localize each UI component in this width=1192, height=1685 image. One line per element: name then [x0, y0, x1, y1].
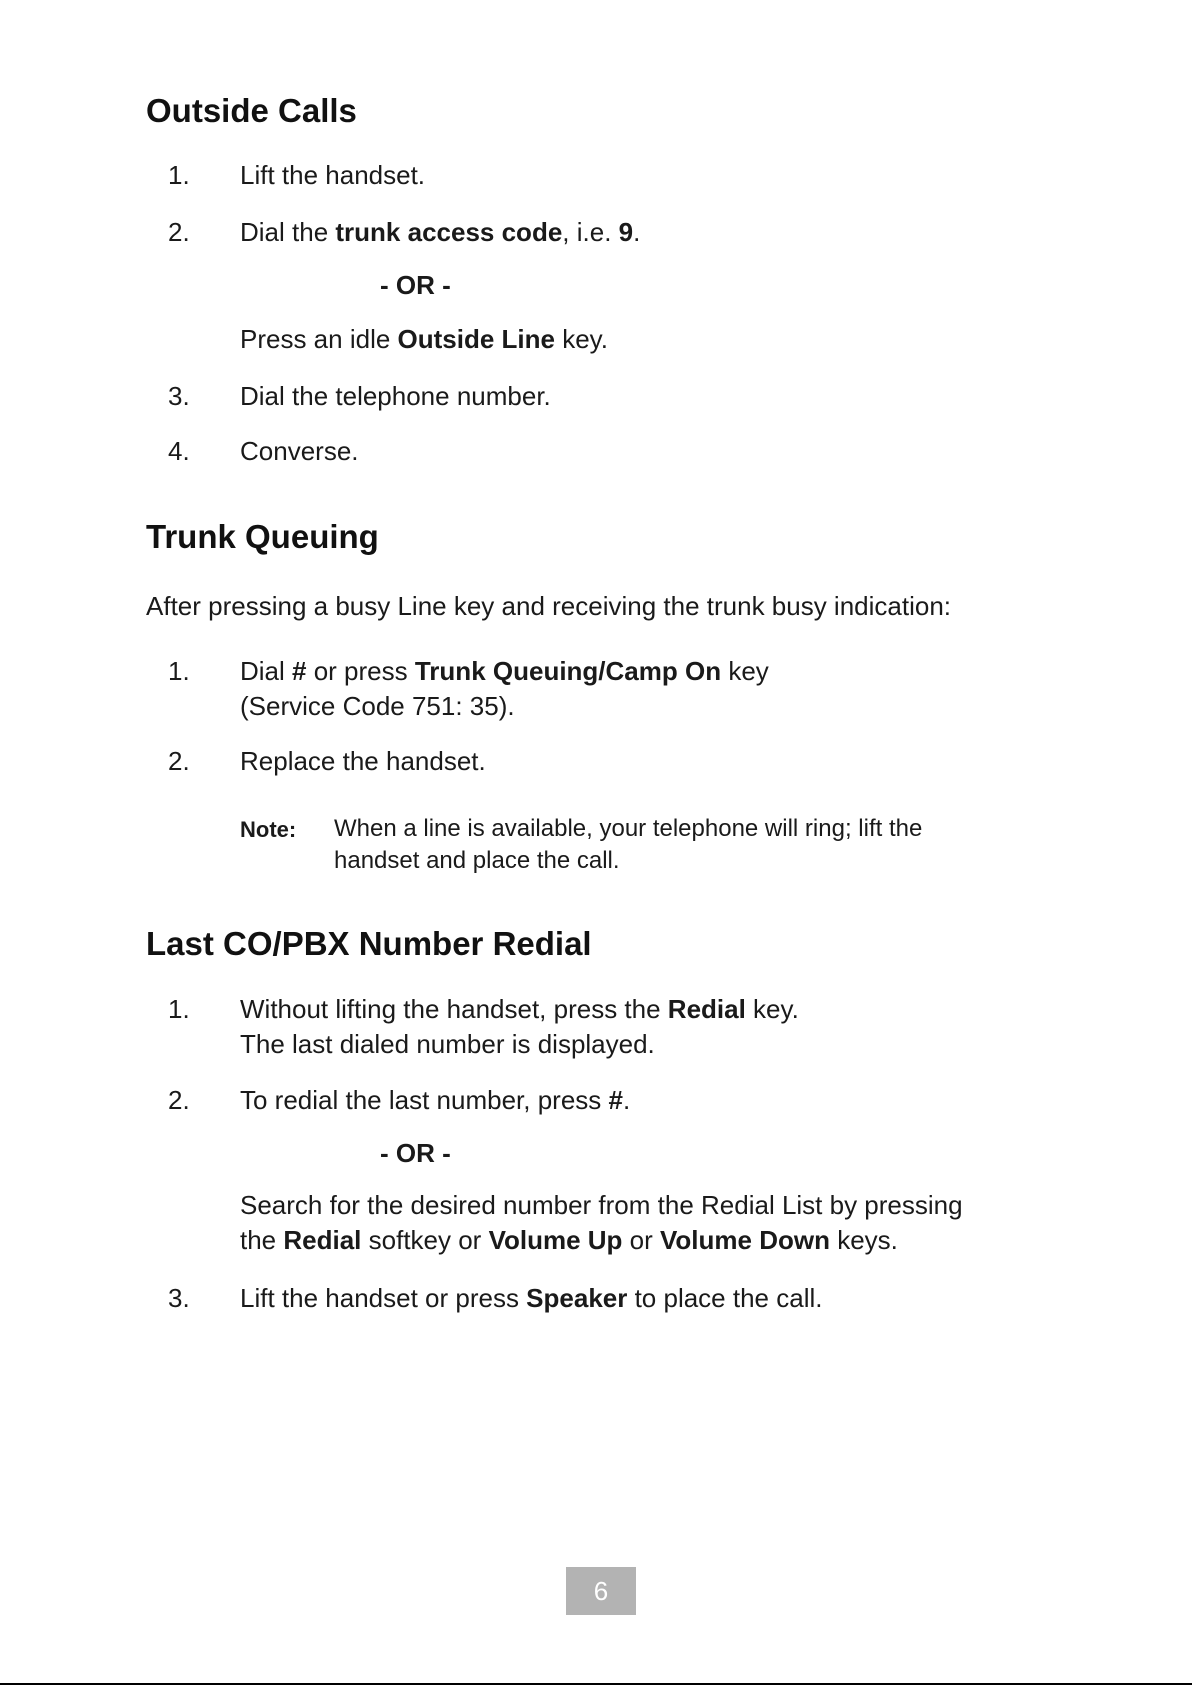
section-heading-outside-calls: Outside Calls	[146, 92, 357, 129]
step-text-continued: The last dialed number is displayed.	[240, 1029, 655, 1059]
step-text: Lift the handset or press Speaker to place the call.	[240, 1283, 823, 1313]
step-number: 2.	[168, 1085, 190, 1115]
step-number: 3.	[168, 1283, 190, 1313]
keyword: Redial	[667, 994, 746, 1024]
note-text-continued: handset and place the call.	[334, 847, 620, 874]
step-text: Lift the handset.	[240, 160, 426, 190]
step-number: 4.	[168, 436, 190, 466]
section-intro: After pressing a busy Line key and receiving the trunk busy indication:	[146, 591, 952, 621]
or-separator: - OR -	[380, 270, 451, 300]
page-number: 6	[566, 1567, 636, 1615]
or-separator: - OR -	[380, 1138, 451, 1168]
section-heading-trunk-queuing: Trunk Queuing	[146, 518, 379, 555]
keyword: #	[292, 656, 307, 686]
step-text: Without lifting the handset, press the Redial key.	[240, 994, 799, 1024]
keyword: Speaker	[526, 1283, 628, 1313]
keyword: trunk access code	[335, 217, 563, 247]
keyword: Redial	[283, 1225, 362, 1255]
keyword: Outside Line	[397, 324, 555, 354]
keyword: Volume Down	[660, 1225, 830, 1255]
step-number: 1.	[168, 994, 190, 1024]
step-text: Dial the trunk access code, i.e. 9.	[240, 217, 641, 247]
step-text: Dial # or press Trunk Queuing/Camp On key	[240, 656, 769, 686]
step-number: 1.	[168, 656, 190, 686]
step-text: Dial the telephone number.	[240, 381, 551, 411]
step-number: 2.	[168, 746, 190, 776]
keyword: Trunk Queuing/Camp On	[414, 656, 722, 686]
step-text: Replace the handset.	[240, 746, 486, 776]
step-number: 1.	[168, 160, 190, 190]
note-text: When a line is available, your telephone will ring; lift the	[334, 815, 923, 842]
keyword: Volume Up	[488, 1225, 623, 1255]
step-text-continued: (Service Code 751: 35).	[240, 691, 515, 721]
keyword: 9	[618, 217, 634, 247]
alternative-step-continued: the Redial softkey or Volume Up or Volume Down keys.	[240, 1225, 898, 1255]
step-number: 3.	[168, 381, 190, 411]
step-text: Converse.	[240, 436, 359, 466]
note-label: Note:	[240, 817, 297, 842]
step-text: To redial the last number, press #.	[240, 1085, 631, 1115]
alternative-step: Press an idle Outside Line key.	[240, 324, 608, 354]
section-heading-redial: Last CO/PBX Number Redial	[146, 925, 592, 962]
alternative-step: Search for the desired number from the Redial List by pressing	[240, 1190, 963, 1220]
step-number: 2.	[168, 217, 190, 247]
keyword: #	[608, 1085, 623, 1115]
